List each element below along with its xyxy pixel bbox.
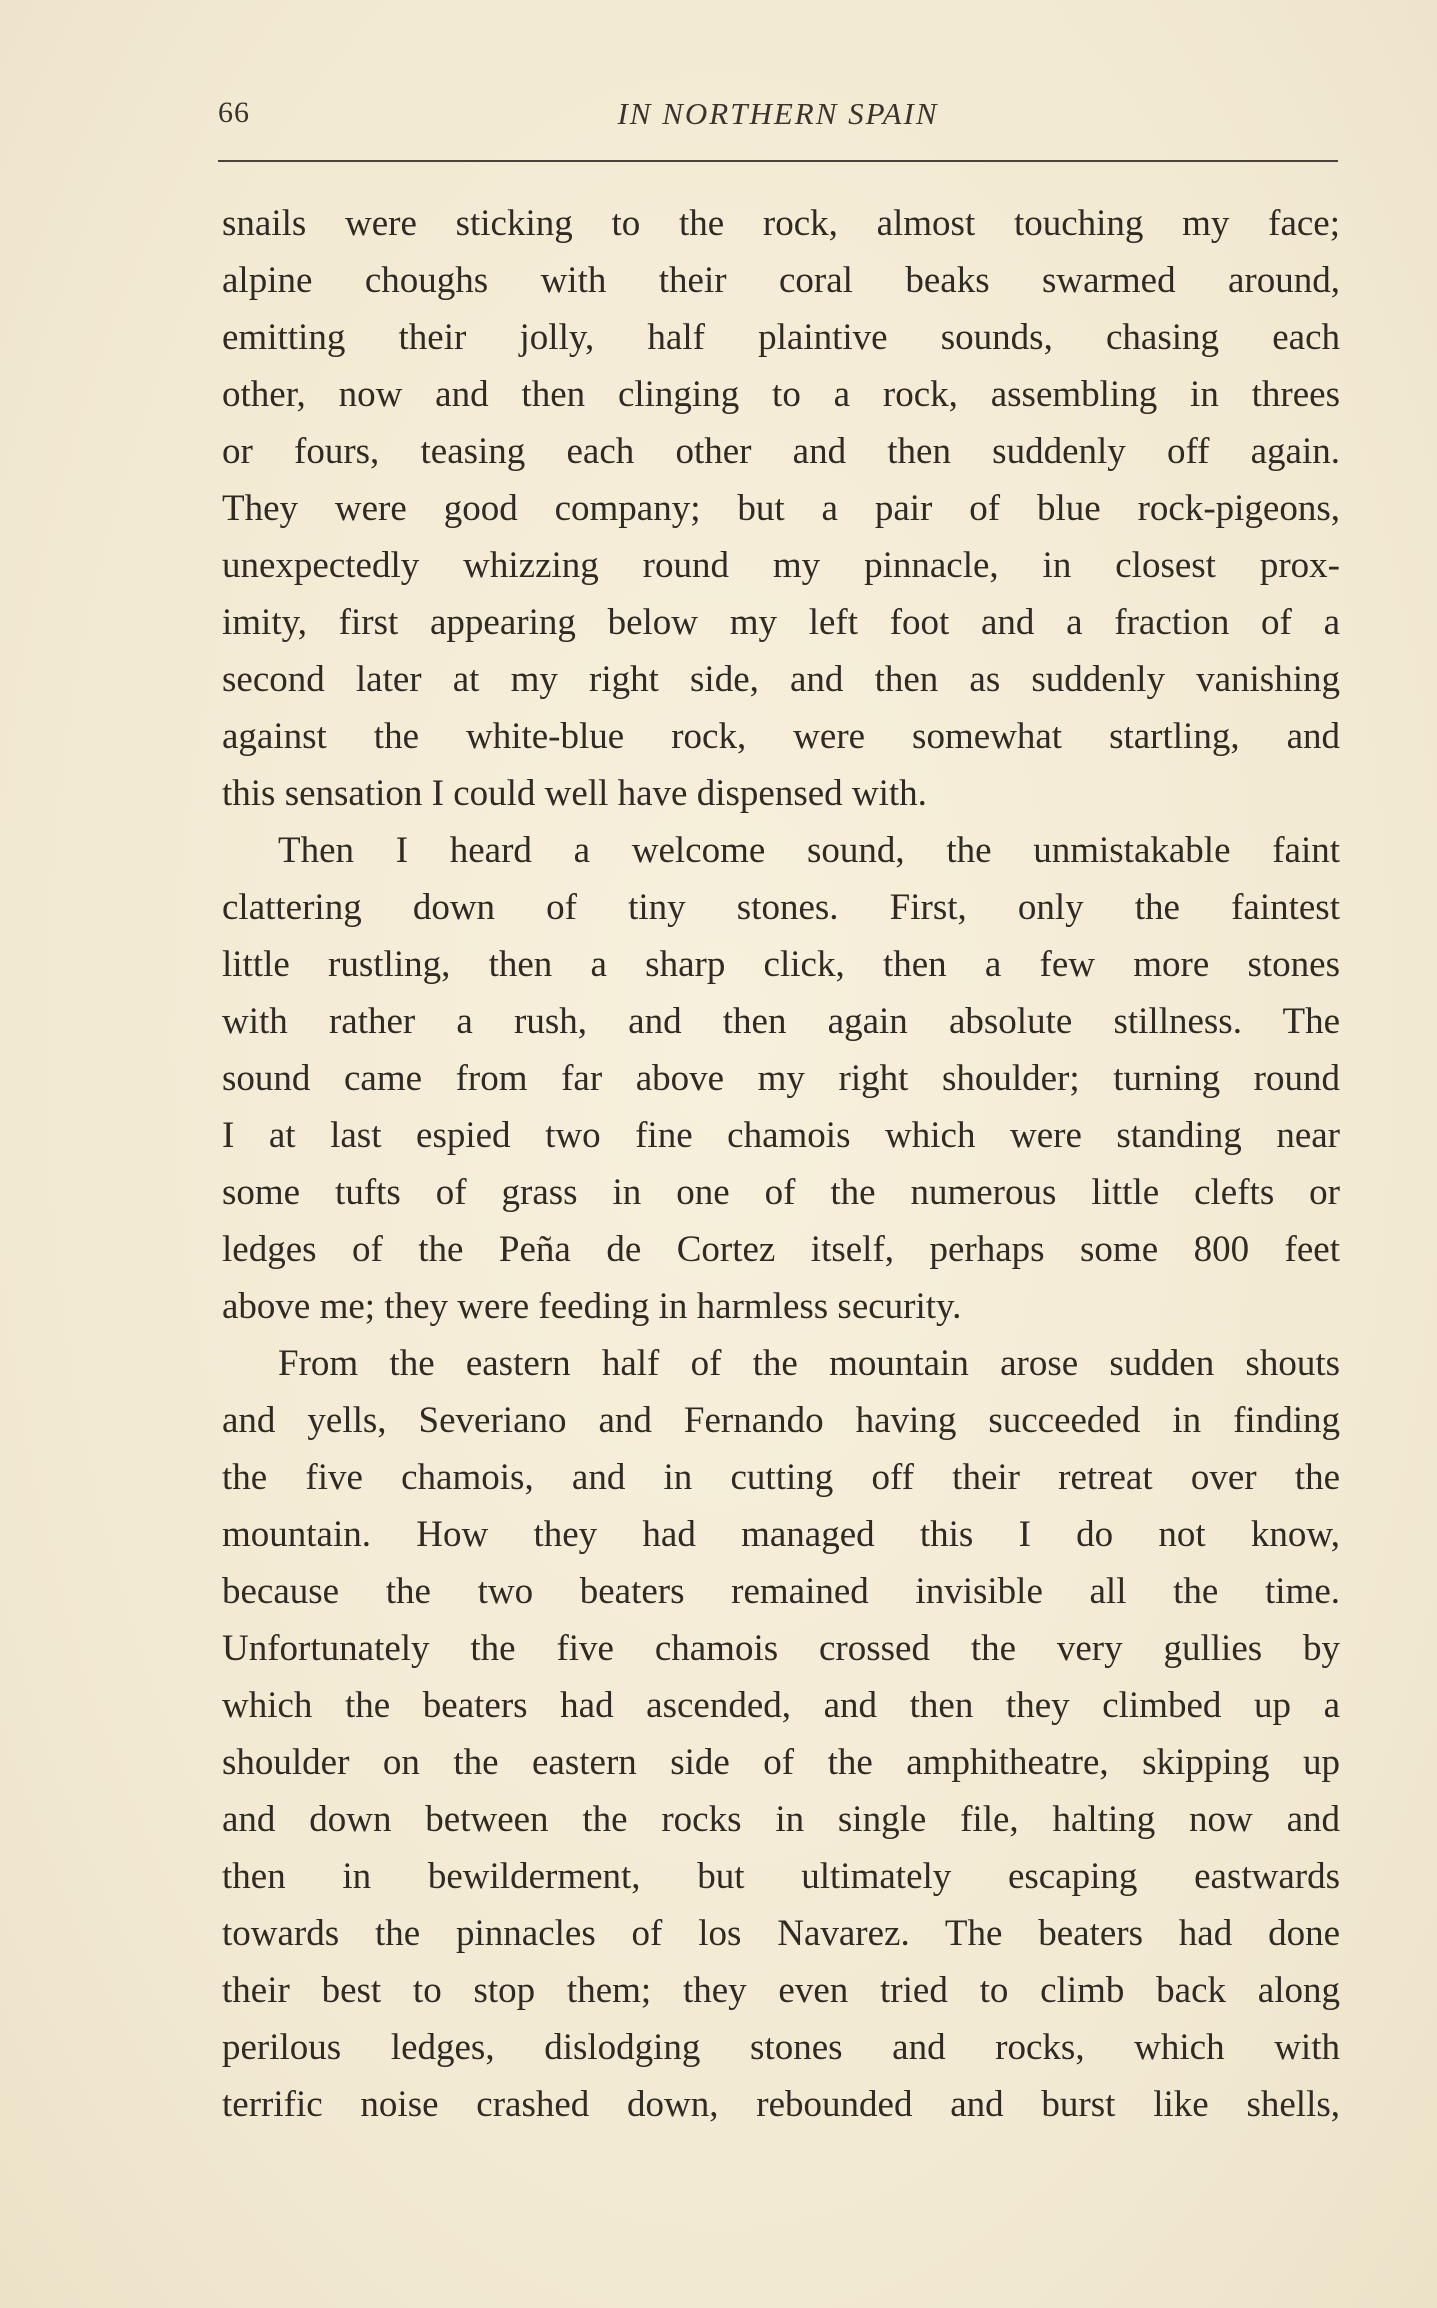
text-line: or fours, teasing each other and then suddenly off again. <box>222 431 1340 472</box>
text-line: little rustling, then a sharp click, then a few more stones <box>222 944 1340 985</box>
text-line: towards the pinnacles of los Navarez. The beaters had done <box>222 1913 1340 1954</box>
text-line: this sensation I could well have dispensed with. <box>222 773 927 814</box>
paragraph <box>222 822 1340 1335</box>
text-line: the five chamois, and in cutting off their retreat over the <box>222 1457 1340 1498</box>
text-line: then in bewilderment, but ultimately escaping eastwards <box>222 1856 1340 1897</box>
text-line: imity, first appearing below my left foot and a fraction of a <box>222 602 1340 643</box>
text-line: second later at my right side, and then as suddenly vanishing <box>222 659 1340 700</box>
header-rule <box>218 160 1338 162</box>
text-line: perilous ledges, dislodging stones and rocks, which with <box>222 2027 1340 2068</box>
text-line: other, now and then clinging to a rock, assembling in threes <box>222 374 1340 415</box>
text-line: unexpectedly whizzing round my pinnacle, in closest prox- <box>222 545 1340 586</box>
text-line: with rather a rush, and then again absolute stillness. The <box>222 1001 1340 1042</box>
text-line: emitting their jolly, half plaintive sounds, chasing each <box>222 317 1340 358</box>
text-line: From the eastern half of the mountain arose sudden shouts <box>278 1343 1340 1384</box>
text-line: They were good company; but a pair of blue rock-pigeons, <box>222 488 1340 529</box>
running-title: IN NORTHERN SPAIN <box>617 96 939 131</box>
text-line: their best to stop them; they even tried to climb back along <box>222 1970 1340 2011</box>
running-head <box>218 96 1338 140</box>
body-text <box>222 195 1340 2133</box>
text-line: above me; they were feeding in harmless security. <box>222 1286 962 1327</box>
text-line: Unfortunately the five chamois crossed the very gullies by <box>222 1628 1340 1669</box>
text-line: ledges of the Peña de Cortez itself, perhaps some 800 feet <box>222 1229 1340 1270</box>
paragraph <box>222 195 1340 822</box>
text-line: I at last espied two fine chamois which were standing near <box>222 1115 1340 1156</box>
text-line: some tufts of grass in one of the numerous little clefts or <box>222 1172 1340 1213</box>
paragraph <box>222 1335 1340 2133</box>
text-line: terrific noise crashed down, rebounded and burst like shells, <box>222 2084 1340 2125</box>
text-line: which the beaters had ascended, and then they climbed up a <box>222 1685 1340 1726</box>
page-number: 66 <box>218 96 250 129</box>
text-line: sound came from far above my right shoulder; turning round <box>222 1058 1340 1099</box>
text-line: and down between the rocks in single file, halting now and <box>222 1799 1340 1840</box>
text-line: and yells, Severiano and Fernando having succeeded in finding <box>222 1400 1340 1441</box>
text-line: shoulder on the eastern side of the amphitheatre, skipping up <box>222 1742 1340 1783</box>
text-line: clattering down of tiny stones. First, only the faintest <box>222 887 1340 928</box>
text-line: because the two beaters remained invisible all the time. <box>222 1571 1340 1612</box>
text-line: snails were sticking to the rock, almost touching my face; <box>222 203 1340 244</box>
text-line: Then I heard a welcome sound, the unmistakable faint <box>278 830 1340 871</box>
text-line: mountain. How they had managed this I do not know, <box>222 1514 1340 1555</box>
text-line: alpine choughs with their coral beaks swarmed around, <box>222 260 1340 301</box>
text-line: against the white-blue rock, were somewhat startling, and <box>222 716 1340 757</box>
